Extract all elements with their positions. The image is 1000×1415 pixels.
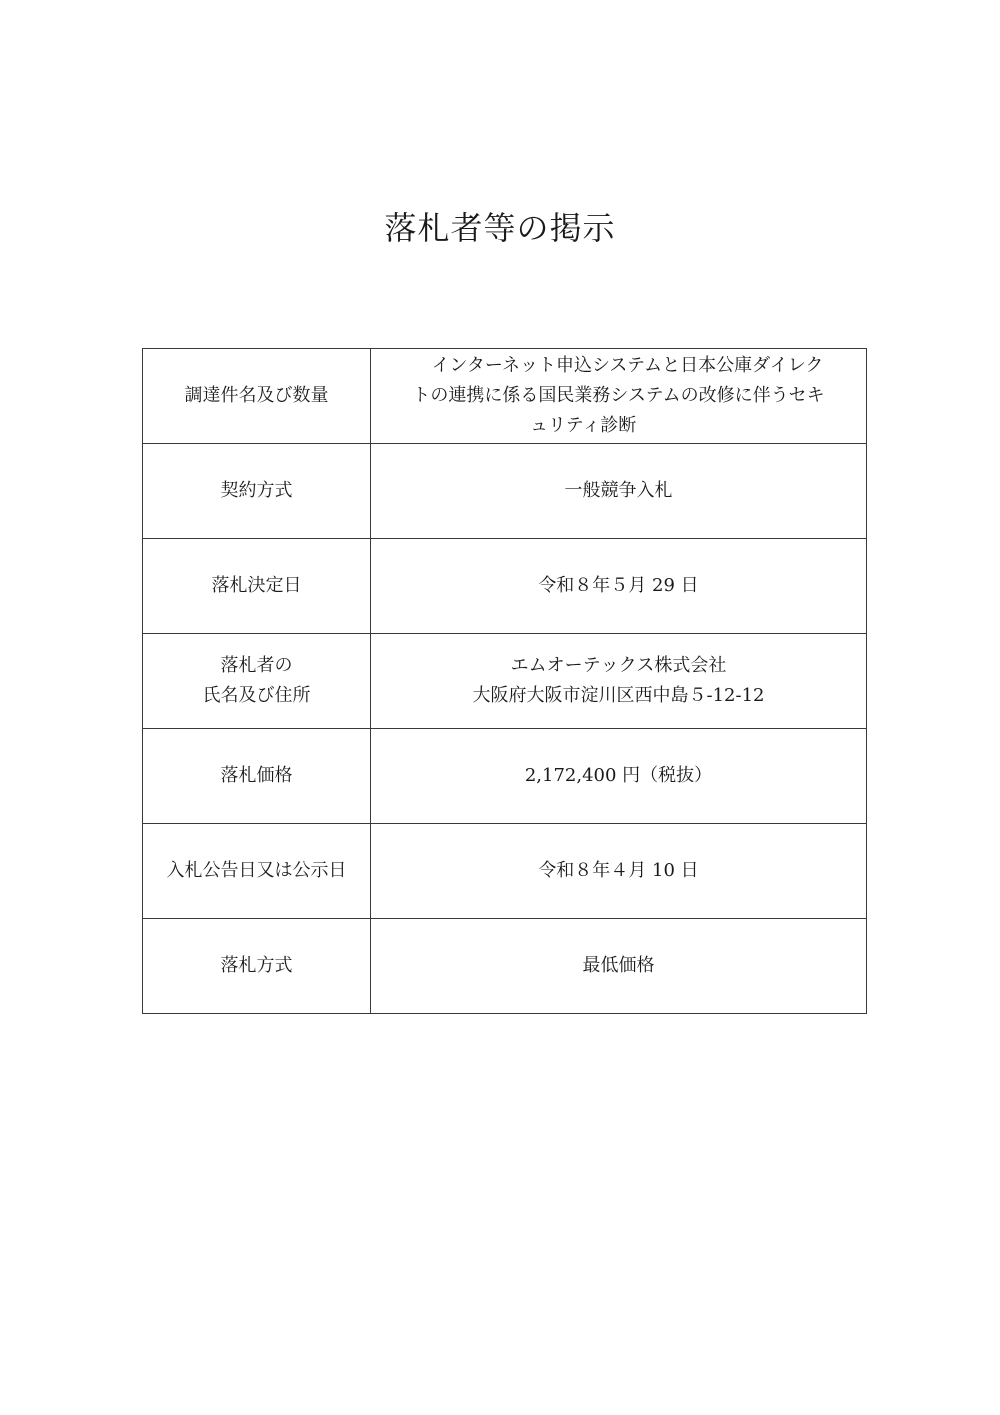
label-text: 落札者の — [220, 655, 293, 676]
value-cell — [371, 539, 867, 634]
notice-table — [142, 348, 867, 1014]
value-text: 一般競争入札 — [564, 480, 673, 501]
value-text: 大阪府大阪市淀川区西中島５-12-12 — [472, 685, 765, 706]
value-text: ュリティ診断 — [530, 415, 637, 436]
label-text: 調達件名及び数量 — [184, 385, 329, 406]
label-text: 落札決定日 — [211, 575, 302, 596]
table-row-notice-date — [143, 824, 867, 919]
value-text: 令和８年５月 29 日 — [538, 575, 699, 596]
label-text: 落札価格 — [220, 765, 293, 786]
table-row-winner — [143, 634, 867, 729]
label-cell — [143, 539, 371, 634]
value-cell — [371, 824, 867, 919]
value-text: インターネット申込システムと日本公庫ダイレク — [431, 355, 824, 376]
label-text: 入札公告日又は公示日 — [166, 860, 347, 881]
label-cell — [143, 729, 371, 824]
label-text: 落札方式 — [220, 955, 293, 976]
table-row-award-price — [143, 729, 867, 824]
page-title: 落札者等の掲示 — [384, 209, 616, 247]
table-row-award-method — [143, 919, 867, 1014]
value-text: 2,172,400 円（税抜） — [524, 765, 713, 786]
value-cell — [371, 444, 867, 539]
label-cell — [143, 824, 371, 919]
value-text: 令和８年４月 10 日 — [538, 860, 699, 881]
label-cell — [143, 919, 371, 1014]
table-row-contract-method — [143, 444, 867, 539]
label-cell — [143, 444, 371, 539]
table-row-procurement — [143, 349, 867, 444]
label-cell — [143, 349, 371, 444]
label-text: 氏名及び住所 — [202, 685, 311, 706]
value-text: トの連携に係る国民業務システムの改修に伴うセキ — [412, 385, 825, 406]
table-row-award-date — [143, 539, 867, 634]
value-cell — [371, 729, 867, 824]
label-cell — [143, 634, 371, 729]
label-text: 契約方式 — [220, 480, 293, 501]
value-text: 最低価格 — [582, 955, 655, 976]
value-cell — [371, 349, 867, 444]
value-text: エムオーテックス株式会社 — [510, 655, 727, 676]
value-cell — [371, 919, 867, 1014]
value-cell — [371, 634, 867, 729]
